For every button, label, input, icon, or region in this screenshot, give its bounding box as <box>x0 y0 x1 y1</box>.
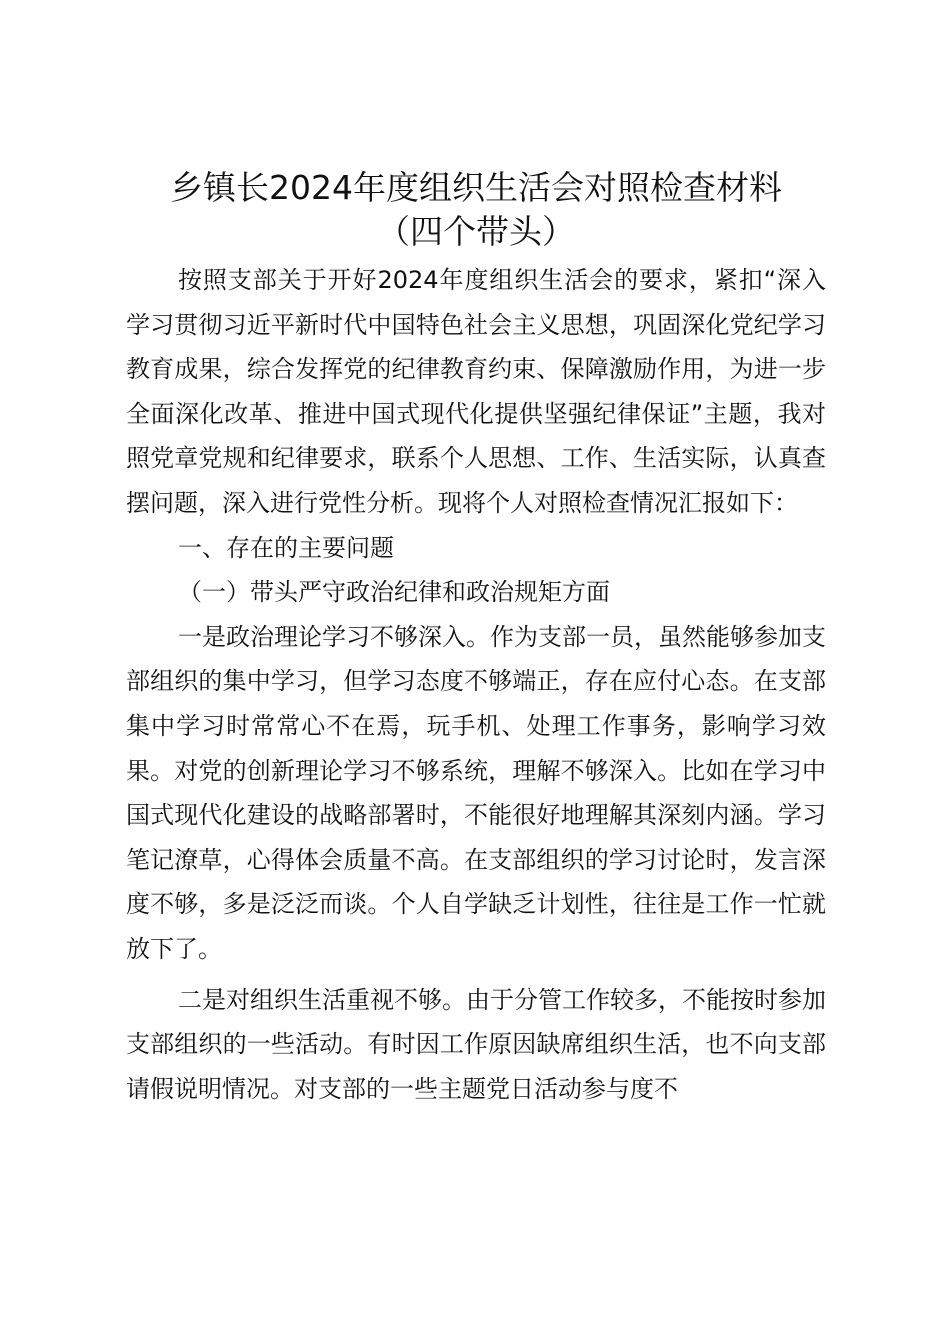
title-line-sub: （四个带头） <box>377 212 575 251</box>
title-line-main: 乡镇长2024年度组织生活会对照检查材料 <box>170 168 782 207</box>
subsection-heading-political-discipline: （一）带头严守政治纪律和政治规矩方面 <box>178 578 610 607</box>
paragraph-theory-study: 一是政治理论学习不够深入。作为支部一员，虽然能够参加支部组织的集中学习，但学习态度不够端正，存在应付心态。在支部集中学习时常常心不在焉，玩手机、处理工作事务，影响学习效果。对党的创新理论学习不够系统，理解不够深入。比如在学习中国式现代化建设的战略部署时，不能很好地理解其深刻内涵。学习笔记潦草，心得体会质量不高。在支部组织的学习讨论时，发言深度不够，多是泛泛而谈。个人自学缺乏计划性，往往是工作一忙就放下了。 <box>126 622 826 963</box>
document-page <box>126 166 826 1111</box>
document-body <box>126 258 826 1111</box>
intro-paragraph: 按照支部关于开好2024年度组织生活会的要求，紧扣“深入学习贯彻习近平新时代中国特色社会主义思想，巩固深化党纪学习教育成果，综合发挥党的纪律教育约束、保障激励作用，为进一步全面深化改革、推进中国式现代化提供坚强纪律保证”主题，我对照党章党规和纪律要求，联系个人思想、工作、生活实际，认真查摆问题，深入进行党性分析。现将个人对照检查情况汇报如下： <box>126 266 826 517</box>
section-heading-problems: 一、存在的主要问题 <box>178 533 394 562</box>
document-title <box>126 166 826 254</box>
paragraph-organization-life: 二是对组织生活重视不够。由于分管工作较多，不能按时参加支部组织的一些活动。有时因工作原因缺席组织生活，也不向支部请假说明情况。对支部的一些主题党日活动参与度不 <box>126 985 826 1103</box>
